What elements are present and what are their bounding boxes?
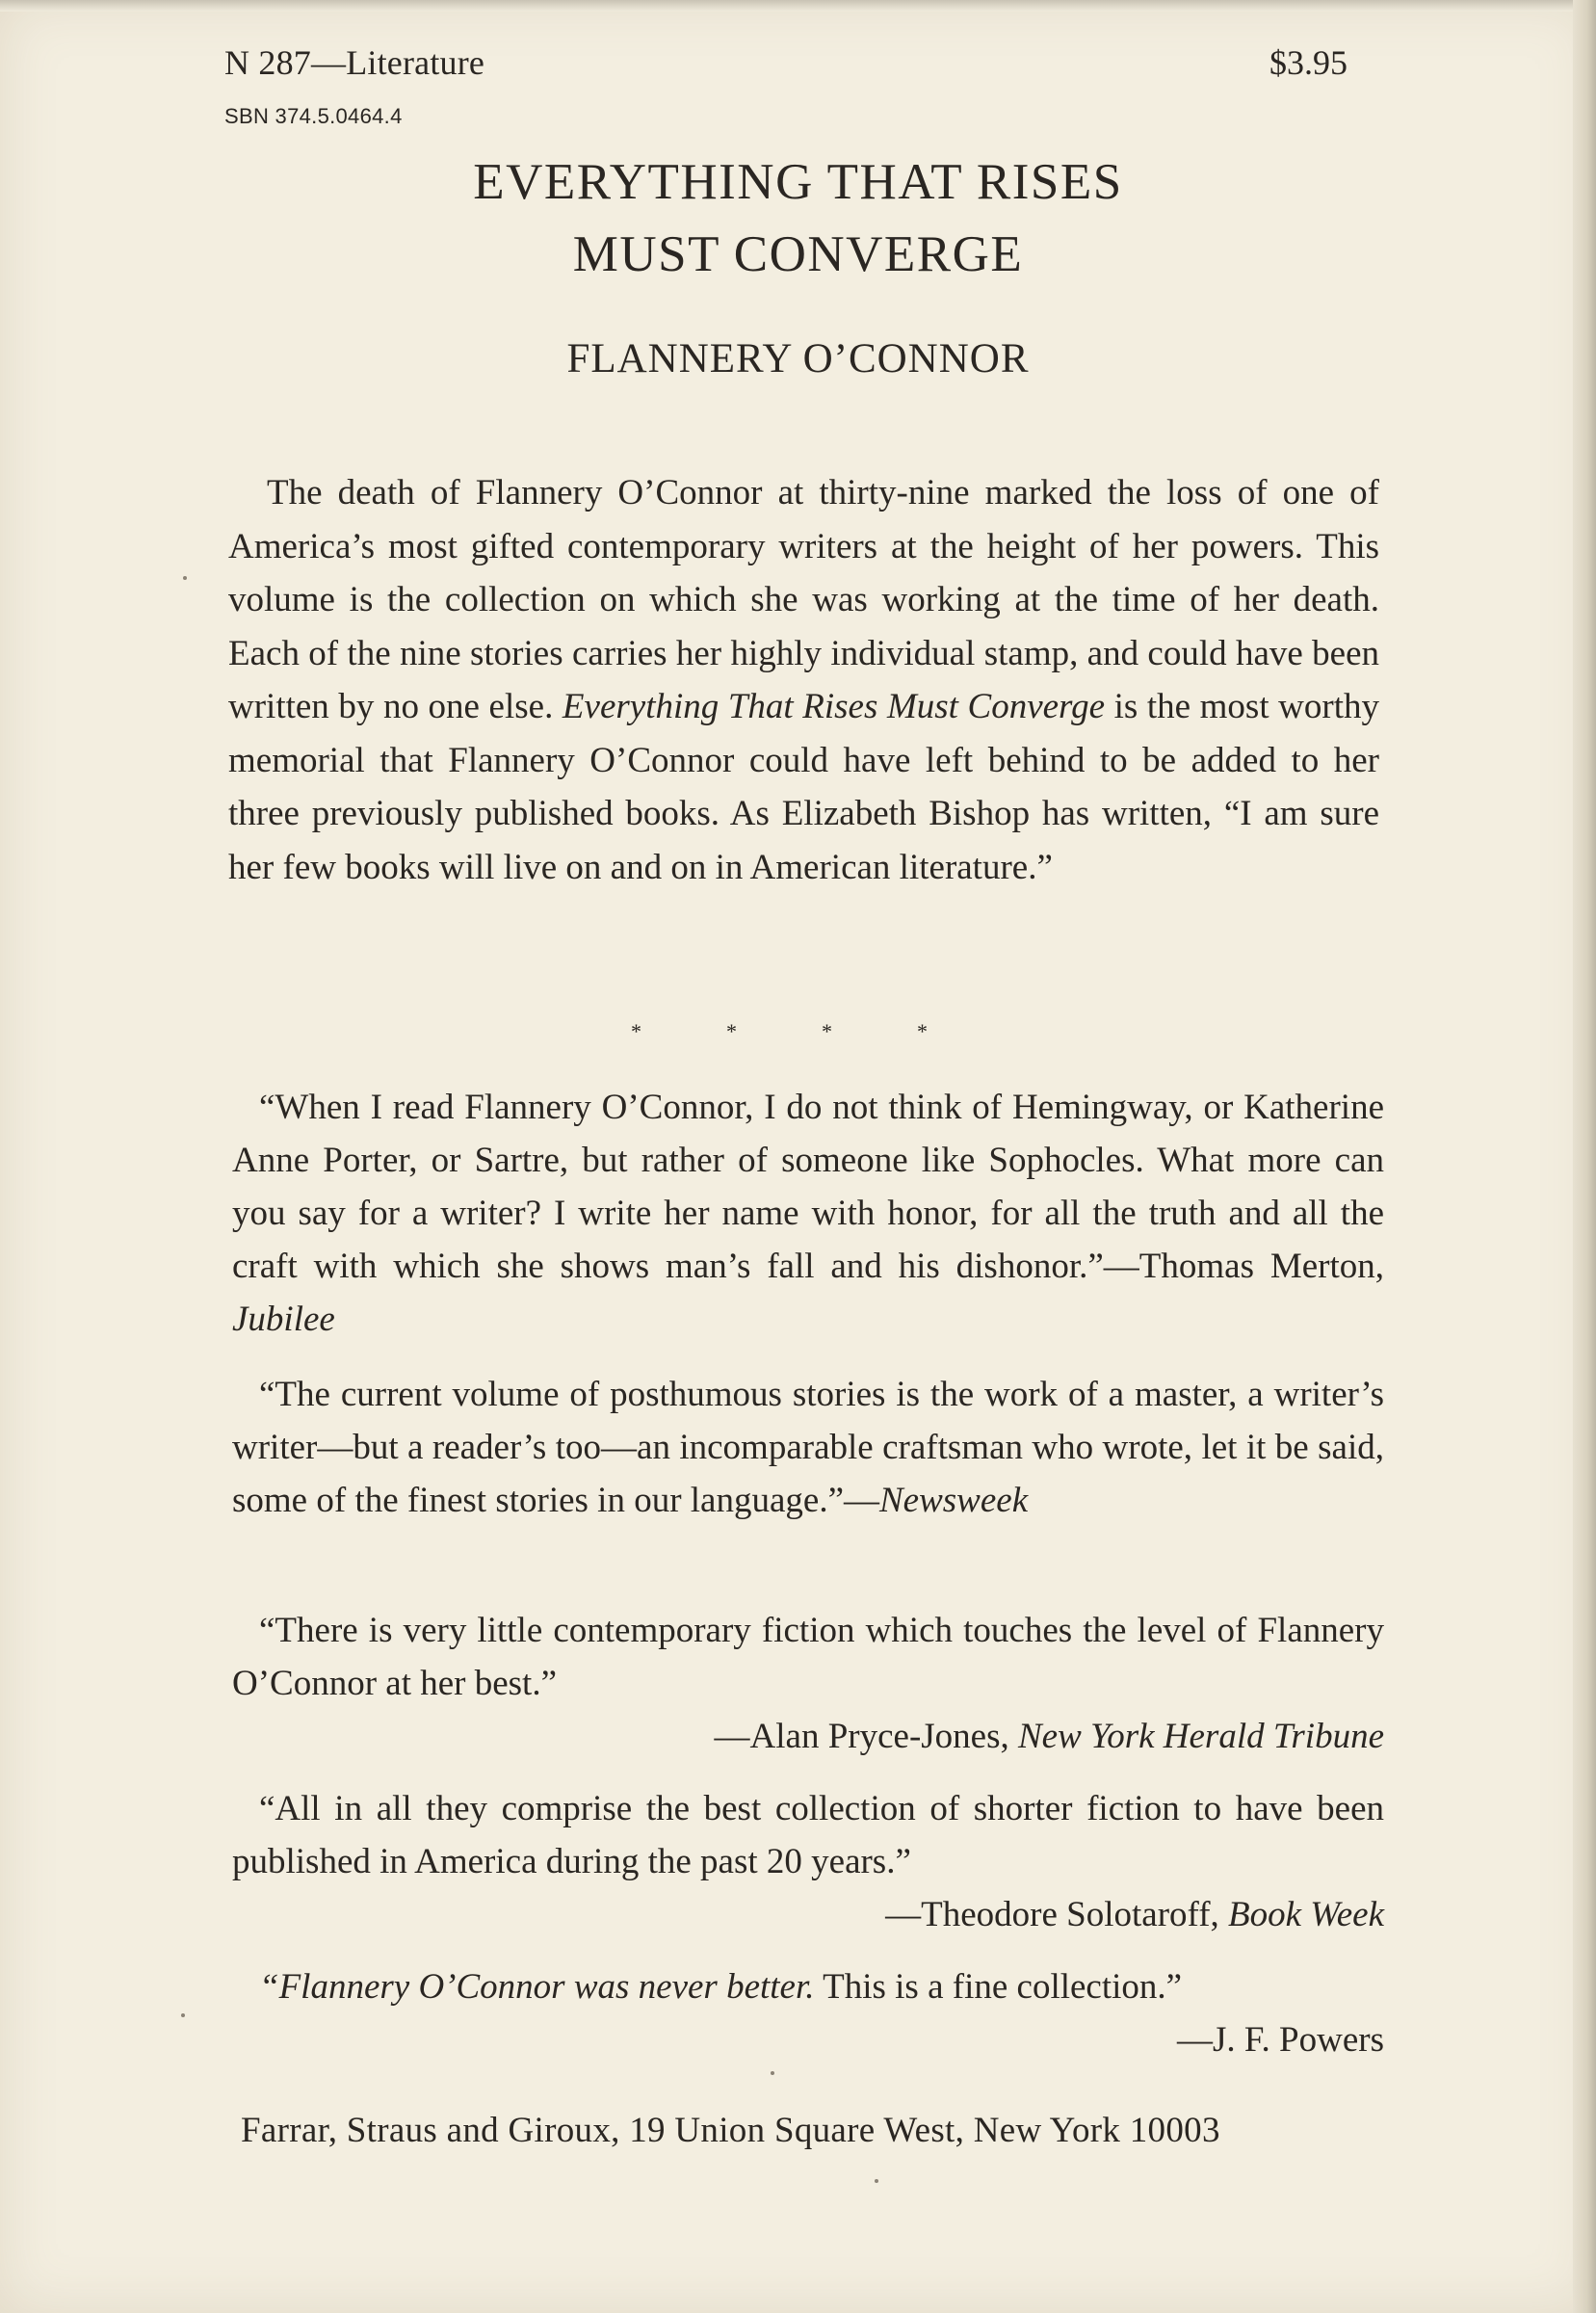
description-book-title: Everything That Rises Must Converge (562, 687, 1106, 726)
publisher-address: Farrar, Straus and Giroux, 19 Union Square West, New York 10003 (241, 2111, 1220, 2150)
catalog-number: N 287—Literature (224, 43, 485, 82)
sbn-number: SBN 374.5.0464.4 (224, 104, 403, 128)
review-quote-newsweek (232, 1368, 1384, 1527)
quote-attribution: —J. F. Powers (1177, 2020, 1384, 2060)
review-quote-merton (232, 1081, 1384, 1346)
review-quote-powers (232, 1960, 1384, 2066)
quote-source: Book Week (1228, 1895, 1384, 1934)
separator-star-icon: * (726, 1019, 737, 1043)
quote-text: This is a fine collection.” (814, 1967, 1183, 2007)
review-quote-solotaroff (232, 1782, 1384, 1941)
quote-text: “All in all they comprise the best collection of shorter fiction to have been published in America during the past 20 years.” (232, 1789, 1384, 1881)
quote-source: New York Herald Tribune (1018, 1717, 1384, 1756)
separator-star-icon: * (917, 1019, 928, 1043)
book-title-line-2: MUST CONVERGE (572, 226, 1024, 282)
book-title (0, 146, 1596, 291)
section-separator (631, 1019, 928, 1044)
quote-source: Jubilee (232, 1300, 335, 1339)
quote-attribution (232, 1888, 1384, 1941)
page-top-edge (0, 0, 1596, 12)
description-text-1: The death of Flannery O’Connor at thirty-nine marked the loss of one of America’s most gifted contemporary writers at the height of her powers. This volume is the collection on which she was working at the time of her death. Each of the nine stories carries her highly individual stamp, and could have been written by no one else. (228, 473, 1379, 726)
paper-speck (181, 2013, 185, 2017)
description-paragraph (228, 466, 1379, 894)
description-text-2: is the most worthy memorial that Flannery O’Connor could have left behind to be added to her three previously published books. As Elizabeth Bishop has written, “I am sure her few books will live on and on in American literature.” (228, 687, 1380, 887)
quote-attribution-name: —Theodore Solotaroff, (885, 1895, 1229, 1934)
paper-speck (183, 576, 187, 580)
paper-speck (771, 2071, 774, 2075)
separator-star-icon: * (822, 1019, 832, 1043)
quote-source: Newsweek (879, 1481, 1029, 1520)
quote-attribution (232, 1710, 1384, 1763)
quote-text: “When I read Flannery O’Connor, I do not think of Hemingway, or Katherine Anne Porter, or Sartre, but rather of someone like Sophocles. What more can you say for a writer? I write her name with honor, for all the truth and all the craft with which she shows man’s fall and his dishonor.”—Thomas Merton, (232, 1088, 1384, 1286)
separator-star-icon: * (631, 1019, 641, 1043)
quote-attribution-name: —Alan Pryce-Jones, (714, 1717, 1018, 1756)
book-title-line-1: EVERYTHING THAT RISES (473, 154, 1123, 210)
quote-text: “There is very little contemporary fiction which touches the level of Flannery O’Connor at her best.” (232, 1611, 1384, 1703)
author-name: FLANNERY O’CONNOR (566, 336, 1030, 381)
paper-speck (875, 2179, 878, 2183)
quote-text: “The current volume of posthumous stories is the work of a master, a writer’s writer—but a reader’s too—an incomparable craftsman who wrote, let it be said, some of the finest stories in our language.”— (232, 1375, 1384, 1520)
price: $3.95 (1269, 43, 1347, 82)
quote-italic-lead: “Flannery O’Connor was never better. (259, 1967, 815, 2007)
review-quote-pryce-jones (232, 1604, 1384, 1763)
